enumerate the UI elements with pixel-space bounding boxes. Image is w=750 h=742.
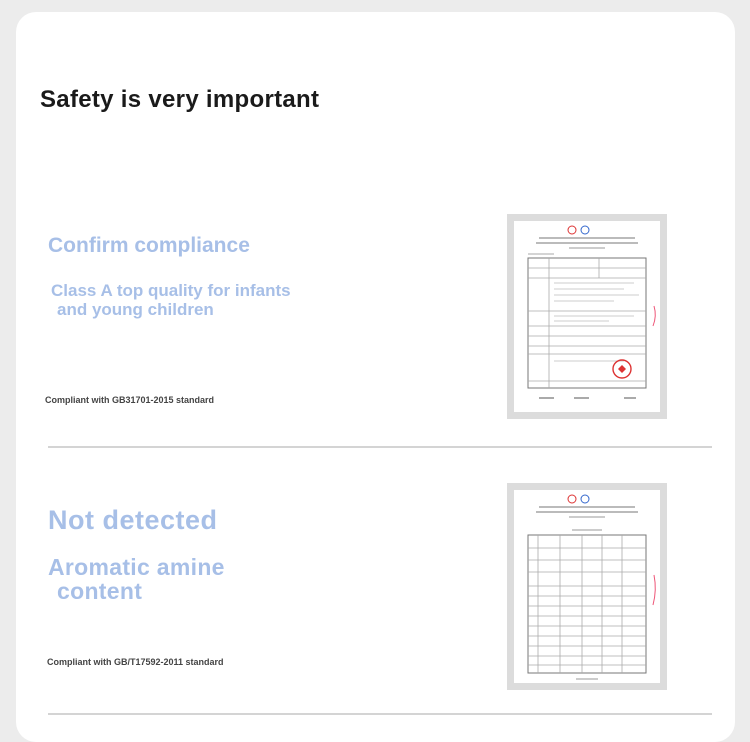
results-paper (514, 490, 660, 683)
report-sketch (514, 221, 660, 412)
page-title: Safety is very important (40, 86, 320, 113)
side-mark (653, 306, 655, 326)
stamp-star (618, 365, 626, 373)
section-divider-1 (48, 446, 712, 448)
logo-icon-1 (568, 226, 576, 234)
results-sketch (514, 490, 660, 683)
side-mark-2 (653, 575, 655, 605)
standard-note-2: Compliant with GB/T17592-2011 standard (47, 657, 224, 667)
quality-subline-2: and young children (57, 300, 214, 319)
logo-icon-3 (568, 495, 576, 503)
report-paper (514, 221, 660, 412)
results-table (528, 535, 646, 673)
section-divider-2 (48, 713, 712, 715)
not-detected-headline: Not detected (48, 505, 218, 535)
compliance-headline: Confirm compliance (48, 234, 250, 257)
test-report-document (507, 214, 667, 419)
test-results-document (507, 483, 667, 690)
quality-subline (51, 281, 291, 319)
amine-subline (48, 555, 225, 603)
logo-icon-2 (581, 226, 589, 234)
quality-subline-1: Class A top quality for infants (51, 281, 291, 300)
amine-subline-2: content (57, 578, 143, 604)
logo-icon-4 (581, 495, 589, 503)
report-table (528, 258, 646, 388)
amine-subline-1: Aromatic amine (48, 554, 225, 580)
standard-note-1: Compliant with GB31701-2015 standard (45, 395, 215, 405)
